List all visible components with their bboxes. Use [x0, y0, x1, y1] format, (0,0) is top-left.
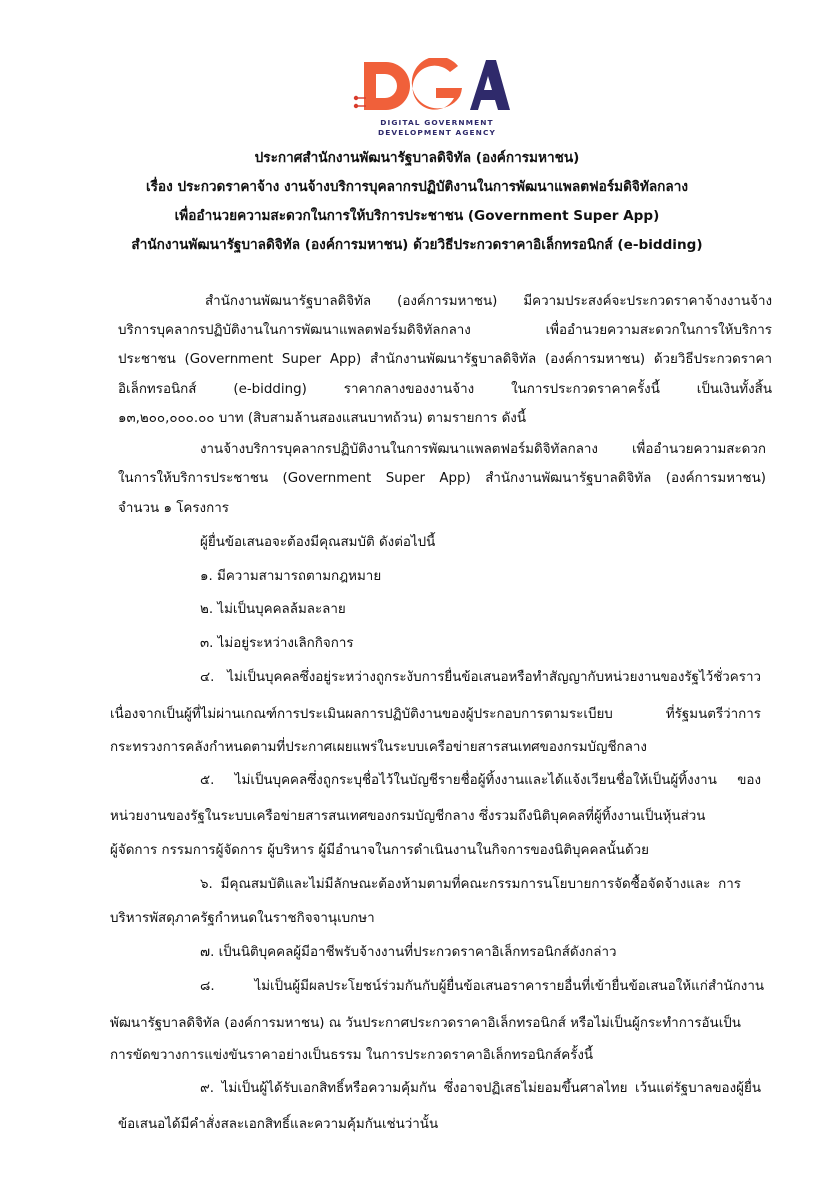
logo-line1: DIGITAL GOVERNMENT [380, 118, 494, 127]
qualification-item-5-line-1: ๕. ไม่เป็นบุคคลซึ่งถูกระบุชื่อไว้ในบัญชีรายชื่อผู้ทิ้งงานและได้แจ้งเวียนชื่อให้เป็นผู้ทิ้งงาน ของ [200, 773, 761, 788]
qualification-item-4-line-1: ๔. ไม่เป็นบุคคลซึ่งอยู่ระหว่างถูกระงับการยื่นข้อเสนอหรือทำสัญญากับหน่วยงานของรัฐไว้ชั่วคราว [200, 670, 761, 685]
dga-logo-mark [352, 58, 512, 118]
qualification-item-2: ๒. ไม่เป็นบุคคลล้มละลาย [200, 602, 346, 617]
intro-line-2: บริการบุคลากรปฏิบัติงานในการพัฒนาแพลตฟอร์มดิจิทัลกลาง เพื่ออำนวยความสะดวกในการให้บริการ [118, 323, 772, 338]
qualification-intro: ผู้ยื่นข้อเสนอจะต้องมีคุณสมบัติ ดังต่อไปนี้ [200, 535, 436, 550]
qualification-item-8-line-1: ๘. ไม่เป็นผู้มีผลประโยชน์ร่วมกันกับผู้ยื่นข้อเสนอราคารายอื่นที่เข้ายื่นข้อเสนอให้แก่สำนักงาน [200, 979, 764, 994]
qualification-item-5-line-3: ผู้จัดการ กรรมการผู้จัดการ ผู้บริหาร ผู้มีอำนาจในการดำเนินงานในกิจการของนิติบุคคลนั้นด้วย [110, 843, 650, 858]
heading-purpose: เพื่ออำนวยความสะดวกในการให้บริการประชาชน (Government Super App) [174, 208, 660, 224]
qualification-item-6-line-2: บริหารพัสดุภาครัฐกำหนดในราชกิจจานุเบกษา [110, 911, 375, 926]
qualification-item-8-line-2: พัฒนารัฐบาลดิจิทัล (องค์การมหาชน) ณ วันประกาศประกวดราคาอิเล็กทรอนิกส์ หรือไม่เป็นผู้กระทำการอันเป็น [110, 1016, 741, 1031]
qualification-item-3: ๓. ไม่อยู่ระหว่างเลิกกิจการ [200, 636, 354, 651]
qualification-item-7: ๗. เป็นนิติบุคคลผู้มีอาชีพรับจ้างงานที่ประกวดราคาอิเล็กทรอนิกส์ดังกล่าว [200, 945, 617, 960]
qualification-item-4-line-3: กระทรวงการคลังกำหนดตามที่ประกาศเผยแพร่ในระบบเครือข่ายสารสนเทศของกรมบัญชีกลาง [110, 740, 647, 755]
intro-line-1: สำนักงานพัฒนารัฐบาลดิจิทัล (องค์การมหาชน) มีความประสงค์จะประกวดราคาจ้างงานจ้าง [205, 294, 772, 309]
intro-line-4: อิเล็กทรอนิกส์ (e-bidding) ราคากลางของงานจ้าง ในการประกวดราคาครั้งนี้ เป็นเงินทั้งสิ้น [118, 382, 772, 397]
intro-line-3: ประชาชน (Government Super App) สำนักงานพัฒนารัฐบาลดิจิทัล (องค์การมหาชน) ด้วยวิธีประกวดราคา [118, 352, 772, 367]
project-line-3: จำนวน ๑ โครงการ [118, 501, 229, 516]
logo-line2: DEVELOPMENT AGENCY [378, 128, 496, 137]
project-line-1: งานจ้างบริการบุคลากรปฏิบัติงานในการพัฒนาแพลตฟอร์มดิจิทัลกลาง เพื่ออำนวยความสะดวก [200, 442, 766, 457]
project-line-2: ในการให้บริการประชาชน (Government Super App) สำนักงานพัฒนารัฐบาลดิจิทัล (องค์การมหาชน) [118, 471, 766, 486]
qualification-item-1: ๑. มีความสามารถตามกฎหมาย [200, 569, 382, 584]
qualification-item-6-line-1: ๖. มีคุณสมบัติและไม่มีลักษณะต้องห้ามตามที่คณะกรรมการนโยบายการจัดซื้อจัดจ้างและ การ [200, 877, 741, 892]
intro-line-5: ๑๓,๒๐๐,๐๐๐.๐๐ บาท (สิบสามล้านสองแสนบาทถ้วน) ตามรายการ ดังนี้ [118, 411, 526, 426]
heading-announcement: ประกาศสำนักงานพัฒนารัฐบาลดิจิทัล (องค์การมหาชน) [254, 150, 580, 166]
qualification-item-4-line-2: เนื่องจากเป็นผู้ที่ไม่ผ่านเกณฑ์การประเมินผลการปฏิบัติงานของผู้ประกอบการตามระเบียบ ที่รัฐมนตรีว่าการ [110, 707, 761, 722]
heading-subject: เรื่อง ประกวดราคาจ้าง งานจ้างบริการบุคลากรปฏิบัติงานในการพัฒนาแพลตฟอร์มดิจิทัลกลาง [145, 179, 689, 195]
qualification-item-9-line-1: ๙. ไม่เป็นผู้ได้รับเอกสิทธิ์หรือความคุ้มกัน ซึ่งอาจปฏิเสธไม่ยอมขึ้นศาลไทย เว้นแต่รัฐบาลของผู้ยื่น [200, 1081, 761, 1096]
heading-method: สำนักงานพัฒนารัฐบาลดิจิทัล (องค์การมหาชน) ด้วยวิธีประกวดราคาอิเล็กทรอนิกส์ (e-bidding) [131, 237, 703, 253]
qualification-item-8-line-3: การขัดขวางการแข่งขันราคาอย่างเป็นธรรม ในการประกวดราคาอิเล็กทรอนิกส์ครั้งนี้ [110, 1048, 594, 1063]
qualification-item-5-line-2: หน่วยงานของรัฐในระบบเครือข่ายสารสนเทศของกรมบัญชีกลาง ซึ่งรวมถึงนิติบุคคลที่ผู้ทิ้งงานเป็นหุ้นส่วน [110, 809, 706, 824]
qualification-item-9-line-2: ข้อเสนอได้มีคำสั่งสละเอกสิทธิ์และความคุ้มกันเช่นว่านั้น [118, 1117, 439, 1132]
